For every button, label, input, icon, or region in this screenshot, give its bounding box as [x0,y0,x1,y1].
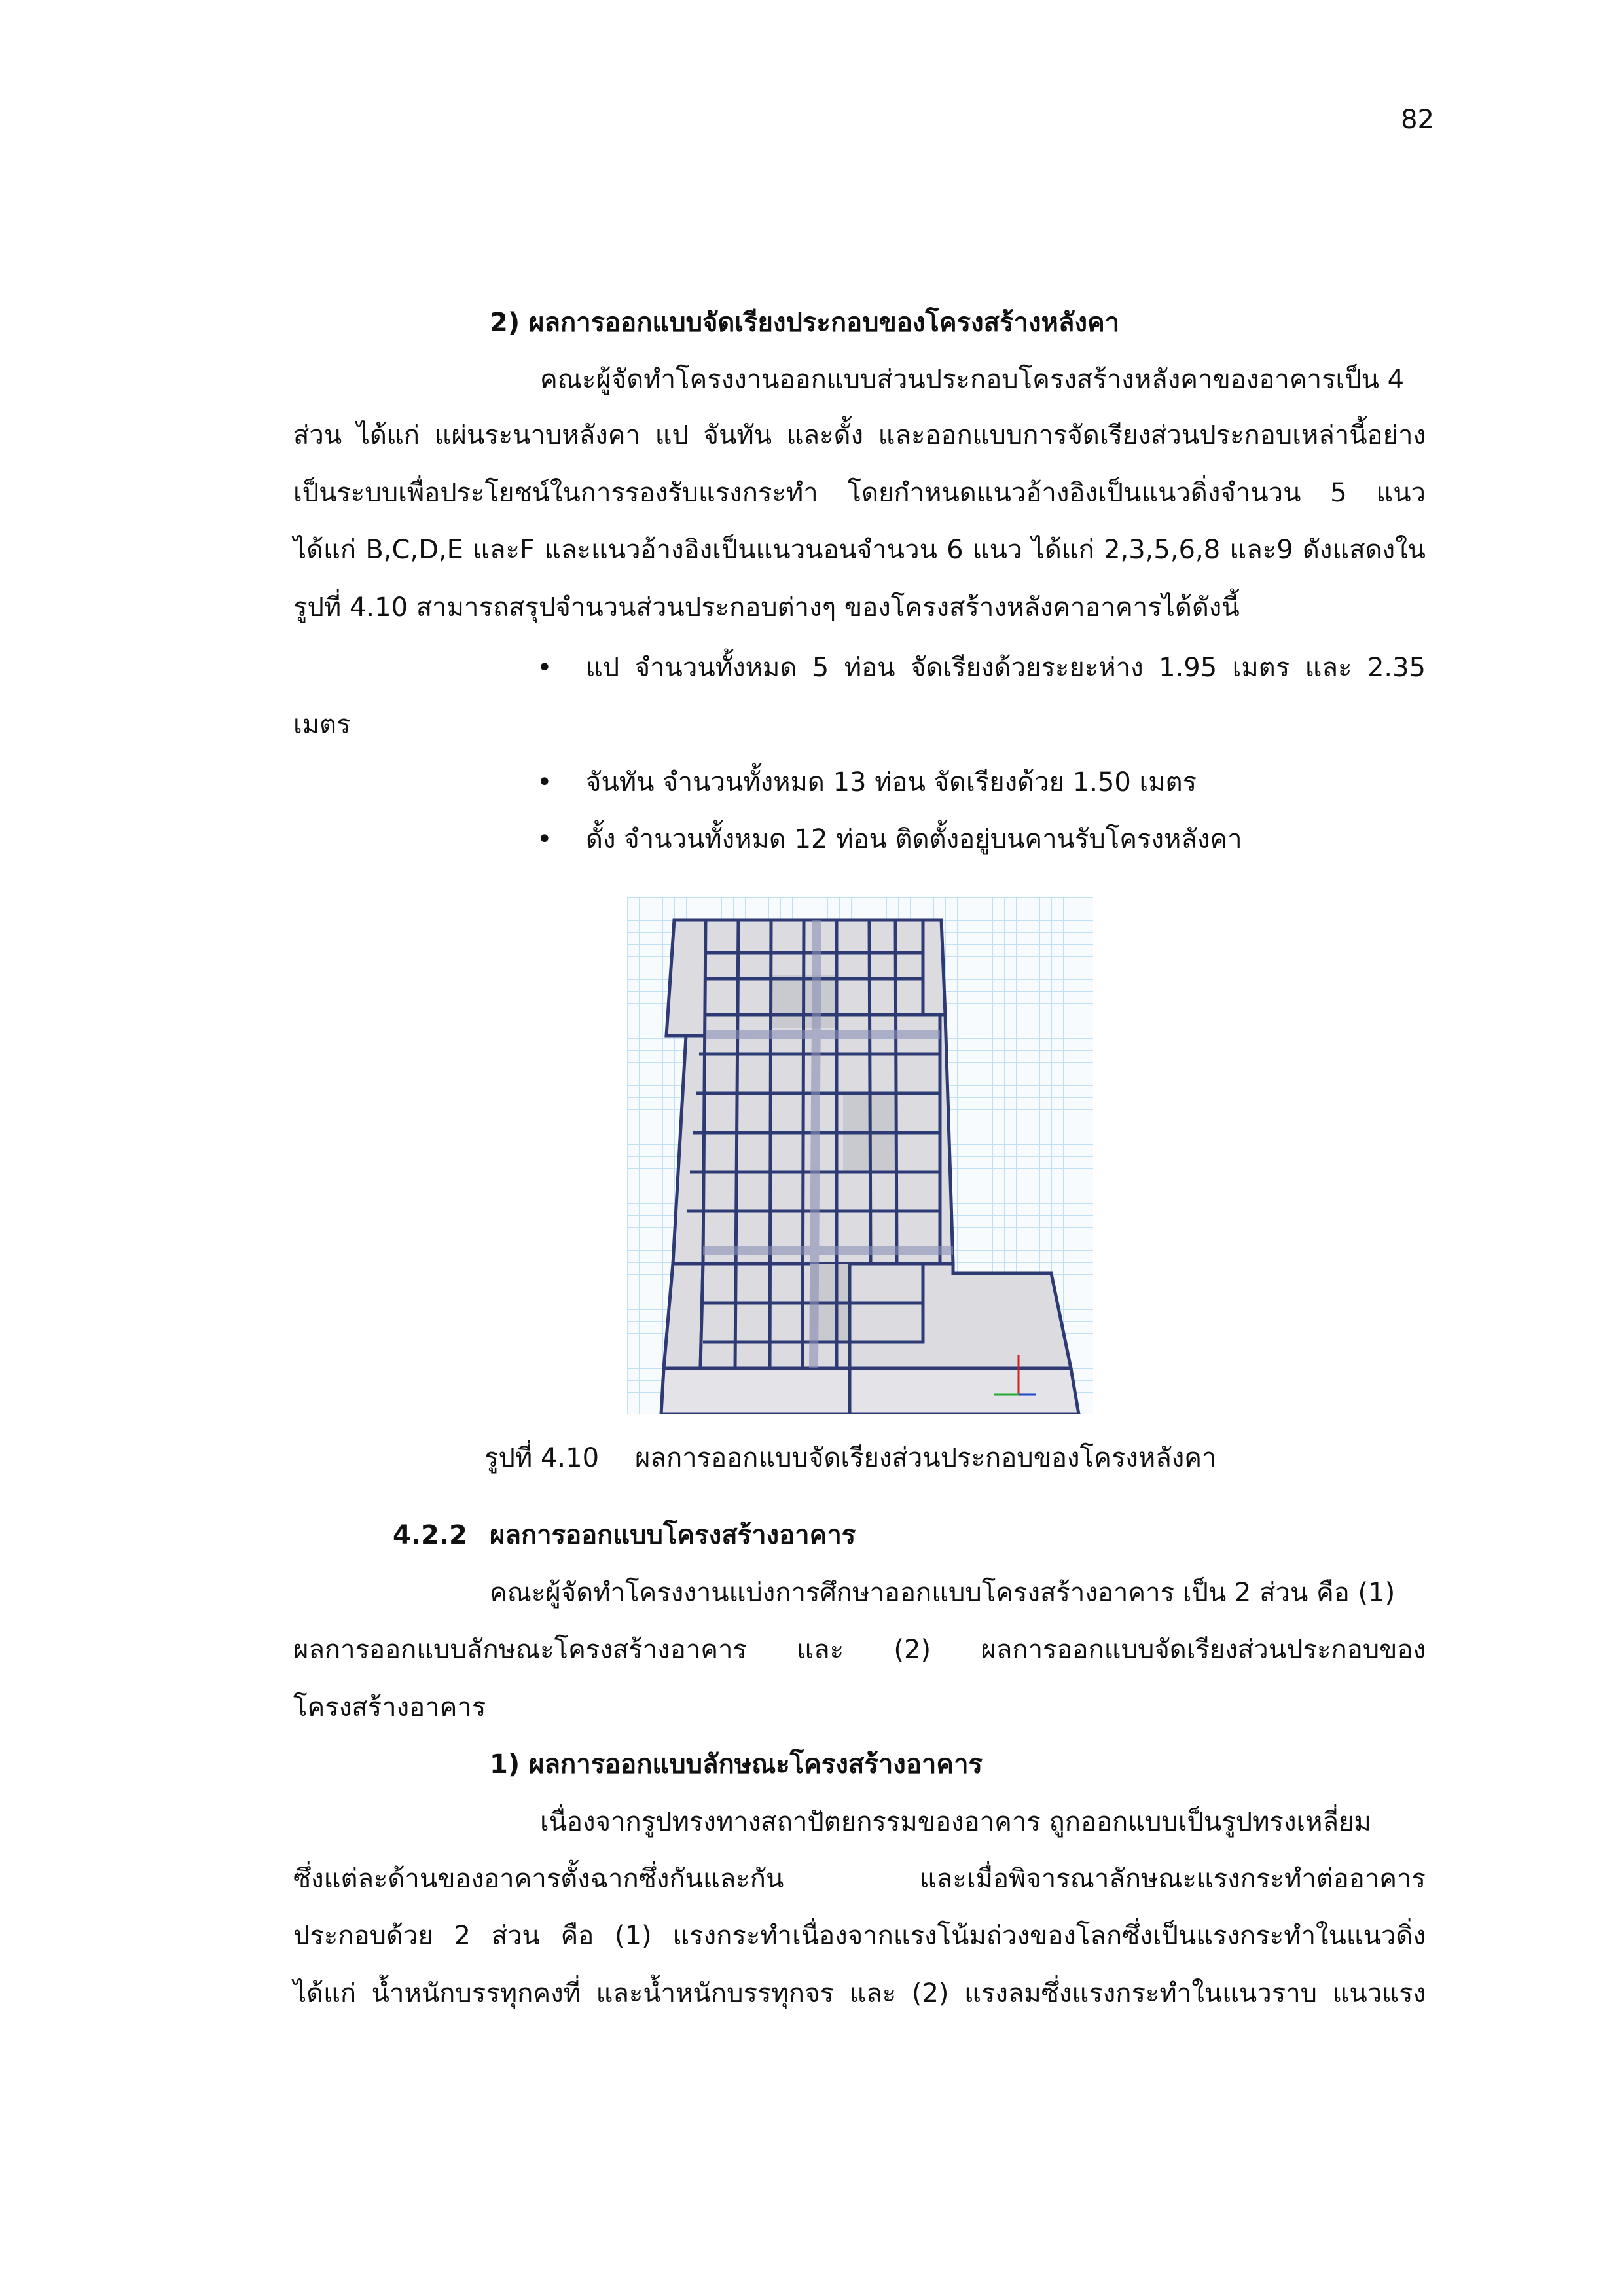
paragraph-line: ประกอบด้วย 2 ส่วน คือ (1) แรงกระทำเนื่องจากแรงโน้มถ่วงของโลกซึ่งเป็นแรงกระทำในแนวดิ่ง [293,1921,1426,1951]
bullet-dot: • [537,767,552,797]
section-heading-building-structure: 1) ผลการออกแบบลักษณะโครงสร้างอาคาร [490,1749,983,1779]
paragraph-line: ส่วน ได้แก่ แผ่นระนาบหลังคา แป จันทัน และดั้ง และออกแบบการจัดเรียงส่วนประกอบเหล่านี้อย่าง [293,420,1426,450]
bottom-left-strip [661,1368,850,1414]
section-title-4-2-2: ผลการออกแบบโครงสร้างอาคาร [490,1520,856,1550]
figure-caption-number: รูปที่ 4.10 [484,1443,600,1473]
page-number: 82 [1401,105,1434,135]
bullet-dot: • [537,824,552,854]
bullet-dot: • [537,653,552,683]
left-upper-strip [666,920,706,1036]
bullet-item-king-post: ดั้ง จำนวนทั้งหมด 12 ท่อน ติดตั้งอยู่บนคานรับโครงหลังคา [586,824,1242,854]
roof-structure-diagram [627,897,1093,1414]
paragraph-line: ได้แก่ B,C,D,E และF และแนวอ้างอิงเป็นแนวนอนจำนวน 6 แนว ได้แก่ 2,3,5,6,8 และ9 ดังแสดงใน [293,535,1426,565]
section-number-4-2-2: 4.2.2 [393,1520,467,1550]
roof-structure-figure [627,897,1093,1414]
figure-caption [484,1442,1216,1474]
paragraph-line: ซึ่งแต่ละด้านของอาคารตั้งฉากซึ่งกันและกัน และเมื่อพิจารณาลักษณะแรงกระทำต่ออาคาร [293,1864,1426,1894]
paragraph-line: คณะผู้จัดทำโครงงานออกแบบส่วนประกอบโครงสร้างหลังคาของอาคารเป็น 4 [540,365,1405,395]
section-heading-roof-arrangement: 2) ผลการออกแบบจัดเรียงประกอบของโครงสร้างหลังคา [490,308,1120,338]
paragraph-line: เนื่องจากรูปทรงทางสถาปัตยกรรมของอาคาร ถูกออกแบบเป็นรูปทรงเหลี่ยม [540,1807,1371,1837]
right-upper-strip [923,920,945,1015]
bullet-item-purlin-cont: เมตร [293,710,351,740]
paragraph-line: โครงสร้างอาคาร [293,1692,486,1722]
paragraph-line: รูปที่ 4.10 สามารถสรุปจำนวนส่วนประกอบต่างๆ ของโครงสร้างหลังคาอาคารได้ดังนี้ [293,592,1240,623]
bullet-item-rafter: จันทัน จำนวนทั้งหมด 13 ท่อน จัดเรียงด้วย 1.50 เมตร [586,767,1197,797]
paragraph-line: ผลการออกแบบลักษณะโครงสร้างอาคาร และ (2) ผลการออกแบบจัดเรียงส่วนประกอบของ [293,1635,1426,1665]
bottom-right-strip [850,1368,1079,1414]
paragraph-line: คณะผู้จัดทำโครงงานแบ่งการศึกษาออกแบบโครงสร้างอาคาร เป็น 2 ส่วน คือ (1) [490,1578,1396,1608]
paragraph-line: เป็นระบบเพื่อประโยชน์ในการรองรับแรงกระทำ โดยกำหนดแนวอ้างอิงเป็นแนวดิ่งจำนวน 5 แนว [293,478,1426,508]
bullet-item-purlin: แป จำนวนทั้งหมด 5 ท่อน จัดเรียงด้วยระยะห่าง 1.95 เมตร และ 2.35 [586,653,1426,683]
figure-caption-text: ผลการออกแบบจัดเรียงส่วนประกอบของโครงหลังคา [635,1443,1217,1473]
paragraph-line: ได้แก่ น้ำหนักบรรทุกคงที่ และน้ำหนักบรรทุกจร และ (2) แรงลมซึ่งแรงกระทำในแนวราบ แนวแรง [293,1978,1426,2009]
